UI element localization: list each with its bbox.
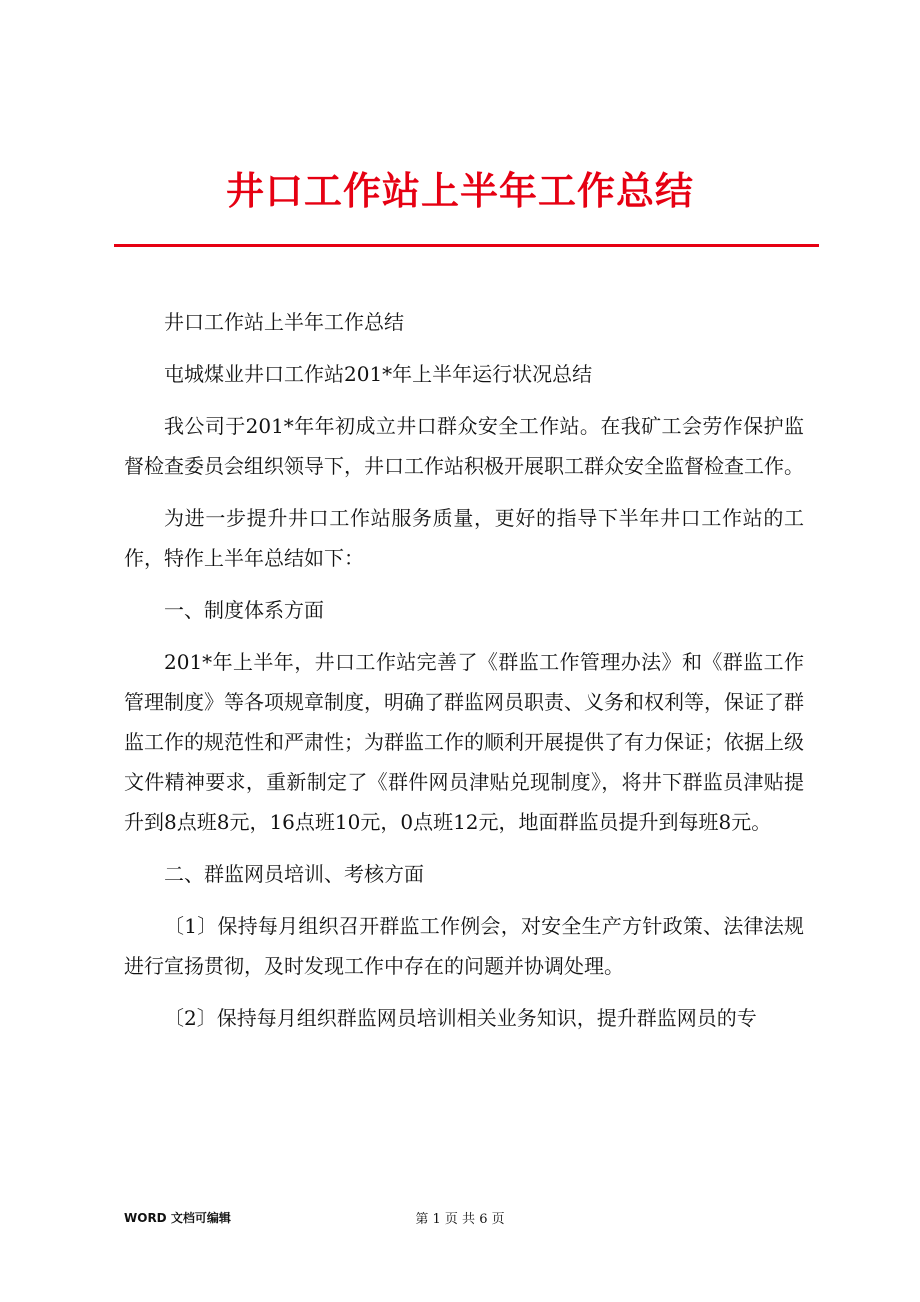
paragraph: 屯城煤业井口工作站201*年上半年运行状况总结 <box>164 362 593 386</box>
document-body <box>124 302 804 1050</box>
paragraph: 我公司于201*年年初成立井口群众安全工作站。在我矿工会劳作保护监督检查委员会组织领导下，井口工作站积极开展职工群众安全监督检查工作。 <box>124 414 804 478</box>
footer-editable-label: WORD 文档可编辑 <box>124 1211 231 1225</box>
footer-page-number: 第 1 页 共 6 页 <box>415 1212 505 1227</box>
paragraph: 为进一步提升井口工作站服务质量，更好的指导下半年井口工作站的工作，特作上半年总结如下： <box>124 506 804 570</box>
section-heading: 一、制度体系方面 <box>164 598 324 622</box>
document-title: 井口工作站上半年工作总结 <box>225 168 694 213</box>
paragraph: 201*年上半年，井口工作站完善了《群监工作管理办法》和《群监工作管理制度》等各项规章制度，明确了群监网员职责、义务和权利等，保证了群监工作的规范性和严肃性；为群监工作的顺利开展提供了有力保证；依据上级文件精神要求，重新制定了《群件网员津贴兑现制度》，将井下群监员津贴提升到8点班8元，16点班10元，0点班12元，地面群监员提升到每班8元。 <box>124 650 804 834</box>
section-heading: 二、群监网员培训、考核方面 <box>164 862 424 886</box>
paragraph: 井口工作站上半年工作总结 <box>164 310 404 334</box>
title-divider <box>114 244 819 247</box>
paragraph: 〔1〕保持每月组织召开群监工作例会，对安全生产方针政策、法律法规进行宣扬贯彻，及时发现工作中存在的问题并协调处理。 <box>124 914 804 978</box>
paragraph: 〔2〕保持每月组织群监网员培训相关业务知识，提升群监网员的专 <box>164 1006 757 1030</box>
